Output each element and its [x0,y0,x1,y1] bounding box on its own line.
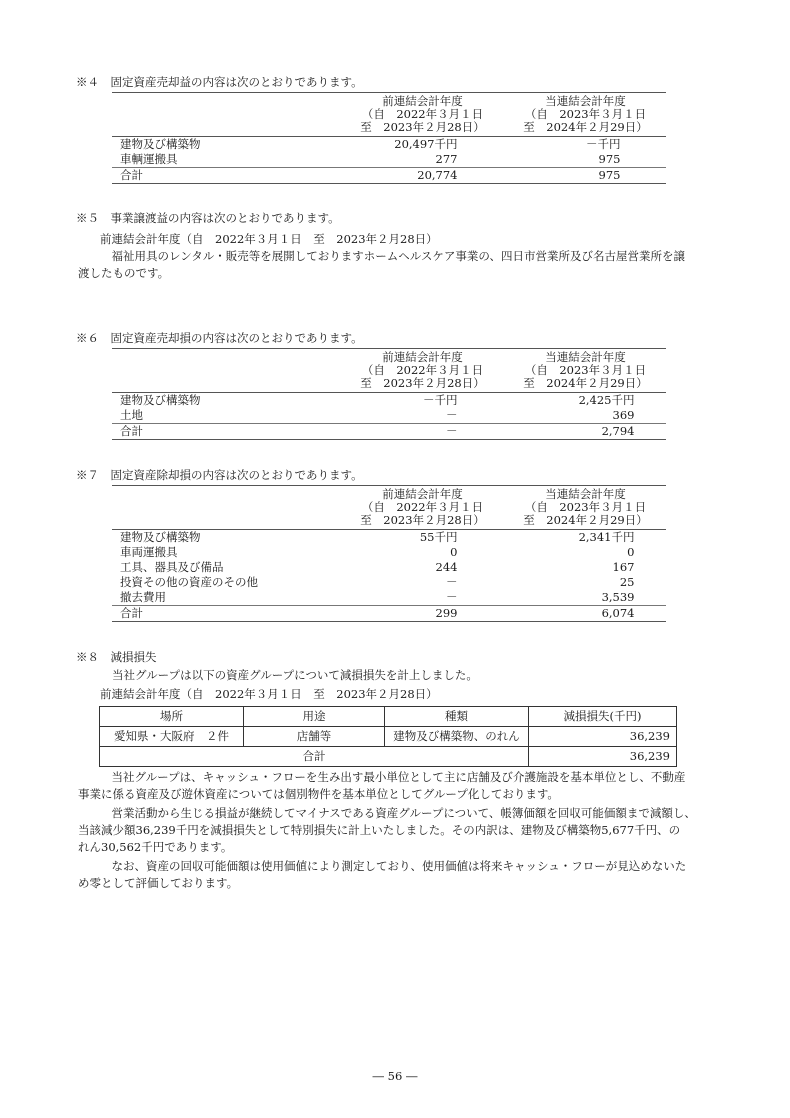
note8-title: ※８ 減損損失 [76,650,157,664]
note4-title: ※４ 固定資産売却益の内容は次のとおりであります。 [76,75,363,89]
table-row: 土地 － 369 [120,407,635,422]
table-row: 建物及び構築物 55千円 2,341千円 [120,529,635,544]
note7-header-curr: 当連結会計年度 （自 2023年３月１日 至 2024年２月29日） [505,486,666,530]
note5-title: ※５ 事業譲渡益の内容は次のとおりであります。 [76,211,340,225]
table-row: 工具、器具及び備品 244 167 [120,559,635,574]
table-header-row: 場所 用途 種類 減損損失(千円) [100,707,677,727]
note5-period: 前連結会計年度（自 2022年３月１日 至 2023年２月28日） [100,232,438,246]
note6-header-prev: 前連結会計年度 （自 2022年３月１日 至 2023年２月28日） [340,349,505,393]
table-row: 車両運搬具 0 0 [120,544,635,559]
note7-header-prev: 前連結会計年度 （自 2022年３月１日 至 2023年２月28日） [340,486,505,530]
note6-header-curr: 当連結会計年度 （自 2023年３月１日 至 2024年２月29日） [505,349,666,393]
note7-title: ※７ 固定資産除却損の内容は次のとおりであります。 [76,468,363,482]
note8-paragraph-1: 当社グループは、キャッシュ・フローを生み出す最小単位として主に店舗及び介護施設を基本単位とし、不動産 事業に係る資産及び遊休資産については個別物件を基本単位としてグループ化しております。 [78,770,686,801]
table-row: 合計 20,774 975 [112,168,666,184]
impairment-table [99,706,677,767]
note4-header-prev: 前連結会計年度 （自 2022年３月１日 至 2023年２月28日） [340,93,505,137]
table-row: 愛知県・大阪府 ２件 店舗等 建物及び構築物、のれん 36,239 [100,727,677,747]
note8-paragraph-2: 営業活動から生じる損益が継続してマイナスである資産グループについて、帳簿価額を回収可能価額まで減額し、 当該減少額36,239千円を減損損失として特別損失に計上いたしました。その内訳は、建物及び構築物5,677千円、の れん30,562千円であります。 [78,806,696,854]
table-row: 合計 － 2,794 [112,424,666,440]
table-row: 建物及び構築物 20,497千円 －千円 [120,136,621,151]
note8-paragraph-3: なお、資産の回収可能価額は使用価値により測定しており、使用価値は将来キャッシュ・フローが見込めないた め零として評価しております。 [78,859,687,890]
table-row: 合計 299 6,074 [112,606,666,622]
note4-header-curr: 当連結会計年度 （自 2023年３月１日 至 2024年２月29日） [505,93,666,137]
table-row: 撤去費用 － 3,539 [120,589,635,604]
note8-period: 前連結会計年度（自 2022年３月１日 至 2023年２月28日） [100,687,438,701]
table-row: 建物及び構築物 －千円 2,425千円 [120,392,635,407]
table-total-row: 合計 36,239 [100,747,677,767]
table-row: 投資その他の資産のその他 － 25 [120,574,635,589]
table-row: 車輌運搬具 277 975 [120,151,621,166]
page-number: ― 56 ― [372,1069,418,1083]
note6-table [112,348,666,440]
note5-text: 福祉用具のレンタル・販売等を展開しておりますホームヘルスケア事業の、四日市営業所及び名古屋営業所を譲 渡したものです。 [78,249,685,280]
note7-table [112,485,666,622]
note4-table [112,92,666,184]
note6-title: ※６ 固定資産売却損の内容は次のとおりであります。 [76,331,363,345]
note8-intro: 当社グループは以下の資産グループについて減損損失を計上しました。 [112,668,478,682]
